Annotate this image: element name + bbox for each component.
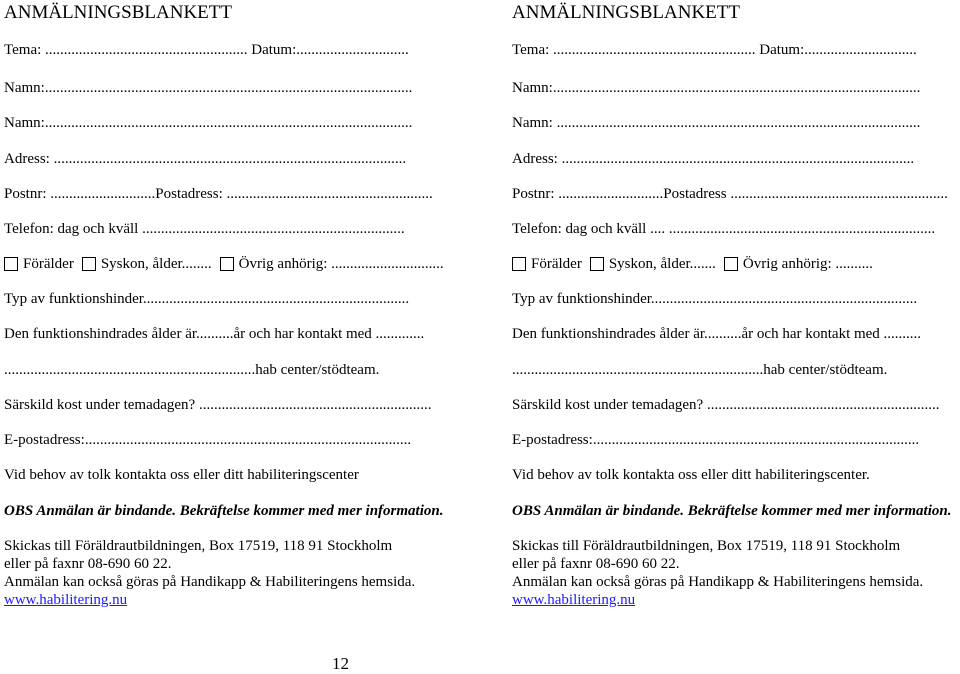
foralder-label: Förälder	[23, 256, 74, 272]
funktionshinder-field[interactable]: Typ av funktionshinder.......................................................................	[4, 291, 410, 307]
telefon-field[interactable]: Telefon: dag och kväll .... .......................................................................	[512, 221, 936, 237]
namn-field-1[interactable]: Namn:..................................................................................................	[512, 80, 921, 96]
skickas-line-2: eller på faxnr 08-690 60 22.	[4, 556, 172, 572]
relation-checkboxes	[4, 255, 444, 273]
syskon-checkbox[interactable]	[82, 257, 96, 271]
epost-field[interactable]: E-postadress:.......................................................................................	[512, 432, 920, 448]
syskon-checkbox[interactable]	[590, 257, 604, 271]
telefon-field[interactable]: Telefon: dag och kväll ......................................................................	[4, 221, 405, 237]
sarskild-kost-field[interactable]: Särskild kost under temadagen? ..............................................................	[4, 397, 432, 413]
sarskild-kost-field[interactable]: Särskild kost under temadagen? ..............................................................	[512, 397, 940, 413]
postnr-postadress-field[interactable]: Postnr: ............................Postadress ..........................................................	[512, 186, 948, 202]
namn-field-2[interactable]: Namn: .................................................................................................	[512, 115, 921, 131]
skickas-line-1: Skickas till Föräldrautbildningen, Box 17519, 118 91 Stockholm	[512, 538, 901, 554]
namn-field-1[interactable]: Namn:..................................................................................................	[4, 80, 413, 96]
tema-datum-field[interactable]: Tema: ...................................................... Datum:..............................	[512, 42, 917, 58]
adress-field[interactable]: Adress: ..............................................................................................	[4, 151, 407, 167]
skickas-line-3: Anmälan kan också göras på Handikapp & Habiliteringens hemsida.	[512, 574, 924, 590]
alder-kontakt-field[interactable]: Den funktionshindrades ålder är..........år och har kontakt med .............	[4, 326, 425, 342]
skickas-line-2: eller på faxnr 08-690 60 22.	[512, 556, 680, 572]
ovrig-anhorig-label: Övrig anhörig: ..........	[742, 256, 873, 272]
tolk-note: Vid behov av tolk kontakta oss eller ditt habiliteringscenter	[4, 467, 359, 483]
tema-datum-field[interactable]: Tema: ...................................................... Datum:..............................	[4, 42, 409, 58]
postnr-postadress-field[interactable]: Postnr: ............................Postadress: .......................................................	[4, 186, 433, 202]
ovrig-anhorig-checkbox[interactable]	[724, 257, 738, 271]
namn-field-2[interactable]: Namn:..................................................................................................	[4, 115, 413, 131]
hab-center-field[interactable]: ...................................................................hab center/stödteam.	[4, 362, 380, 378]
ovrig-anhorig-label: Övrig anhörig: ..............................	[238, 256, 444, 272]
page-number: 12	[332, 654, 349, 673]
adress-field[interactable]: Adress: ..............................................................................................	[512, 151, 915, 167]
skickas-line-1: Skickas till Föräldrautbildningen, Box 17519, 118 91 Stockholm	[4, 538, 393, 554]
obs-note: OBS Anmälan är bindande. Bekräftelse kommer med mer information.	[4, 503, 444, 519]
hab-center-field[interactable]: ...................................................................hab center/stödteam.	[512, 362, 888, 378]
website-link[interactable]: www.habilitering.nu	[4, 592, 128, 608]
foralder-label: Förälder	[531, 256, 582, 272]
foralder-checkbox[interactable]	[4, 257, 18, 271]
ovrig-anhorig-checkbox[interactable]	[220, 257, 234, 271]
form-title: ANMÄLNINGSBLANKETT	[4, 2, 232, 23]
skickas-line-3: Anmälan kan också göras på Handikapp & Habiliteringens hemsida.	[4, 574, 416, 590]
tolk-note: Vid behov av tolk kontakta oss eller ditt habiliteringscenter.	[512, 467, 870, 483]
relation-checkboxes	[512, 255, 873, 273]
website-link[interactable]: www.habilitering.nu	[512, 592, 636, 608]
funktionshinder-field[interactable]: Typ av funktionshinder.......................................................................	[512, 291, 918, 307]
epost-field[interactable]: E-postadress:.......................................................................................	[4, 432, 412, 448]
alder-kontakt-field[interactable]: Den funktionshindrades ålder är..........år och har kontakt med ..........	[512, 326, 922, 342]
foralder-checkbox[interactable]	[512, 257, 526, 271]
form-title: ANMÄLNINGSBLANKETT	[512, 2, 740, 23]
syskon-label: Syskon, ålder.......	[608, 256, 716, 272]
syskon-label: Syskon, ålder........	[100, 256, 212, 272]
obs-note: OBS Anmälan är bindande. Bekräftelse kommer med mer information.	[512, 503, 952, 519]
